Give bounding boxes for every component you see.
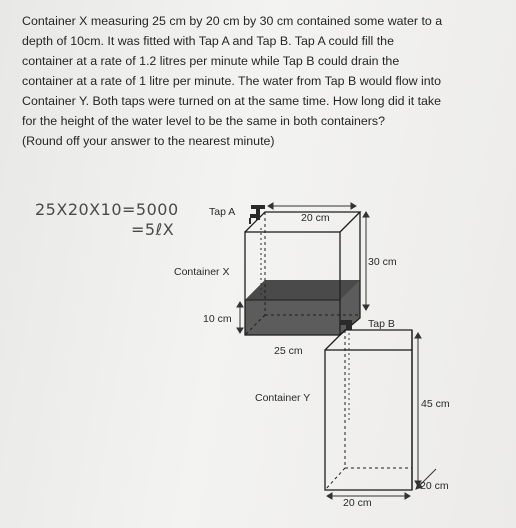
container-x-label: Container X	[174, 266, 230, 278]
question-line-3: container at a rate of 1.2 litres per minute while Tap B could drain the	[22, 54, 400, 68]
question-line-2: depth of 10cm. It was fitted with Tap A and Tap B. Tap A could fill the	[22, 34, 394, 48]
x-height-label: 30 cm	[368, 256, 397, 268]
container-y-front	[325, 350, 412, 490]
x-width-dimension	[268, 203, 356, 209]
question-line-7: (Round off your answer to the nearest minute)	[22, 134, 275, 148]
question-line-5: Container Y. Both taps were turned on at the same time. How long did it take	[22, 94, 441, 108]
handwritten-working-line-2: =5ℓX	[131, 220, 175, 239]
x-width-label: 20 cm	[301, 212, 330, 224]
x-water-depth-label: 10 cm	[203, 313, 232, 325]
container-x-figure	[245, 212, 360, 335]
handwritten-working-line-1: 25X20X10=5000	[35, 200, 179, 219]
question-line-6: for the height of the water level to be the same in both containers?	[22, 114, 385, 128]
question-line-4: container at a rate of 1 litre per minute. The water from Tap B would flow into	[22, 74, 441, 88]
y-width-label: 20 cm	[343, 497, 372, 509]
container-y-figure	[325, 330, 412, 490]
question-line-1: Container X measuring 25 cm by 20 cm by 30 cm contained some water to a	[22, 14, 443, 28]
tap-b-icon	[340, 320, 352, 420]
container-y-label: Container Y	[255, 392, 311, 404]
x-water-depth-dimension	[237, 302, 243, 333]
tap-a-label: Tap A	[209, 206, 236, 218]
y-depth-label: 20 cm	[420, 480, 449, 492]
tap-b-label: Tap B	[368, 318, 395, 330]
x-length-label: 25 cm	[274, 345, 303, 357]
y-height-label: 45 cm	[421, 398, 450, 410]
